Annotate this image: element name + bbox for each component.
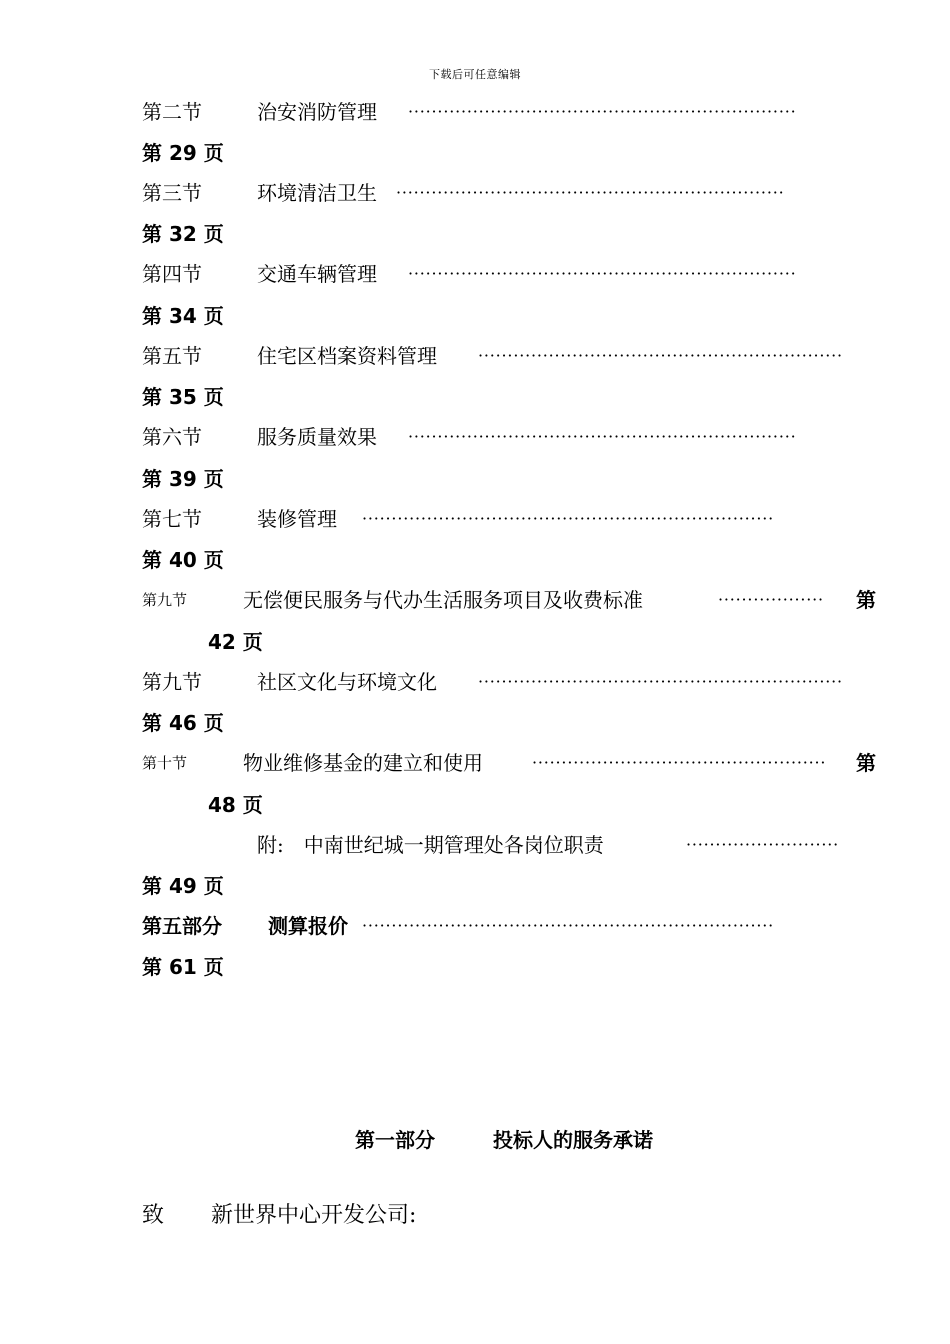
toc-entry-title-line (0, 97, 950, 127)
toc-entry-title: 物业维修基金的建立和使用 (243, 751, 483, 775)
toc-leader-dots: ······································································ (362, 509, 775, 528)
toc-entry-title: 环境清洁卫生 (257, 181, 377, 205)
toc-page-line (0, 708, 950, 738)
toc-page-prefix: 第 (856, 588, 876, 612)
toc-leader-dots: ·································································· (408, 427, 797, 446)
toc-page-prefix: 第 (856, 751, 876, 775)
toc-page-line (0, 219, 950, 249)
toc-page-line (0, 952, 950, 982)
toc-section-label: 第十节 (142, 754, 188, 772)
toc-leader-dots: ······································································ (362, 916, 775, 935)
toc-page-number: 第 29 页 (142, 141, 224, 165)
part-title: 投标人的服务承诺 (493, 1128, 653, 1152)
toc-page-line (0, 138, 950, 168)
toc-entry-title-line (0, 341, 950, 371)
toc-entry-title-line (0, 748, 950, 778)
toc-entry-title: 社区文化与环境文化 (257, 670, 437, 694)
toc-page-line (0, 627, 950, 657)
toc-entry-title: 测算报价 (268, 914, 348, 938)
toc-page-line (0, 790, 950, 820)
toc-section-label: 第四节 (142, 262, 202, 286)
toc-entry-title: 装修管理 (257, 507, 337, 531)
toc-leader-dots: ·································································· (408, 102, 797, 121)
toc-section-label: 第九节 (142, 670, 202, 694)
toc-entry-title-line (0, 667, 950, 697)
toc-page-line (0, 382, 950, 412)
toc-entry-title-line (0, 830, 950, 860)
header-note: 下载后可任意编辑 (429, 68, 521, 81)
toc-entry-title: 住宅区档案资料管理 (257, 344, 437, 368)
toc-section-label: 第六节 (142, 425, 202, 449)
toc-section-label: 第五节 (142, 344, 202, 368)
addressee-to: 致 (142, 1203, 165, 1228)
toc-page-number: 第 35 页 (142, 385, 224, 409)
toc-page-number: 第 49 页 (142, 874, 224, 898)
toc-entry-title-line (0, 504, 950, 534)
toc-leader-dots: ·················· (718, 590, 824, 609)
toc-page-number: 48 页 (208, 793, 263, 817)
toc-section-label: 第二节 (142, 100, 202, 124)
toc-entry-title: 无偿便民服务与代办生活服务项目及收费标准 (243, 588, 643, 612)
toc-entry-title-line (0, 911, 950, 941)
toc-entry-title-line (0, 178, 950, 208)
toc-page-number: 第 39 页 (142, 467, 224, 491)
toc-leader-dots: ·························· (686, 835, 840, 854)
toc-leader-dots: ·················································· (532, 753, 827, 772)
toc-entry-title-line (0, 259, 950, 289)
part-heading (0, 1124, 950, 1158)
toc-section-label: 第九节 (142, 591, 188, 609)
toc-page-number: 42 页 (208, 630, 263, 654)
toc-page-number: 第 40 页 (142, 548, 224, 572)
toc-page-number: 第 46 页 (142, 711, 224, 735)
toc-page-number: 第 32 页 (142, 222, 224, 246)
toc-entry-title-line (0, 422, 950, 452)
toc-section-label: 第五部分 (142, 914, 222, 938)
toc-section-label: 第七节 (142, 507, 202, 531)
toc-entry-title: 交通车辆管理 (257, 262, 377, 286)
toc-entry-title: 治安消防管理 (257, 100, 377, 124)
toc-leader-dots: ······························································ (478, 672, 843, 691)
toc-page-line (0, 545, 950, 575)
addressee-company: 新世界中心开发公司: (211, 1203, 417, 1228)
toc-entry-title: 附: 中南世纪城一期管理处各岗位职责 (257, 833, 604, 857)
toc-page-line (0, 871, 950, 901)
toc-page-line (0, 464, 950, 494)
toc-section-label: 第三节 (142, 181, 202, 205)
toc-page-number: 第 34 页 (142, 304, 224, 328)
addressee-line (0, 1198, 950, 1232)
toc-page-number: 第 61 页 (142, 955, 224, 979)
toc-leader-dots: ·································································· (396, 183, 785, 202)
toc-page-line (0, 301, 950, 331)
toc-entry-title-line (0, 585, 950, 615)
toc-entry-title: 服务质量效果 (257, 425, 377, 449)
part-label: 第一部分 (355, 1128, 435, 1152)
toc-leader-dots: ······························································ (478, 346, 843, 365)
toc-leader-dots: ·································································· (408, 264, 797, 283)
